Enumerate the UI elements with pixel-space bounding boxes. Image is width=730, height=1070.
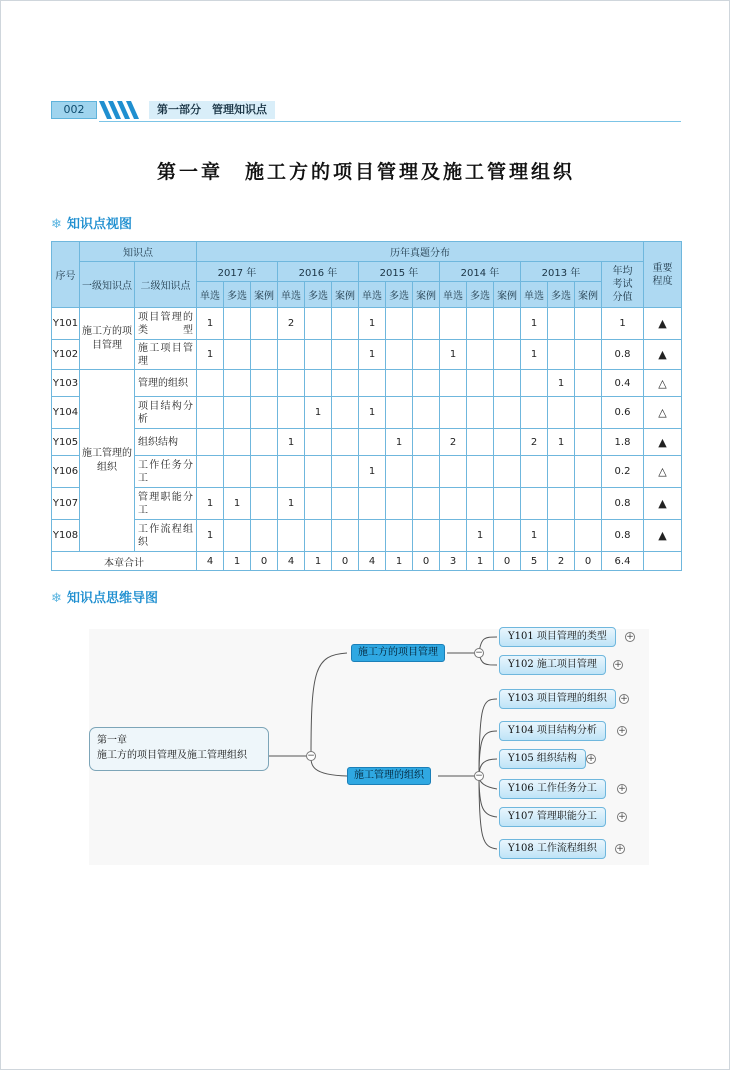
score-cell (305, 488, 332, 520)
score-cell: 2 (521, 429, 548, 456)
total-cell: 3 (440, 552, 467, 571)
expand-toggle-icon[interactable]: + (618, 812, 626, 822)
score-cell (413, 308, 440, 340)
score-cell (251, 370, 278, 397)
total-cell: 2 (548, 552, 575, 571)
score-cell (494, 520, 521, 552)
score-cell (305, 308, 332, 340)
expand-toggle-icon[interactable]: + (620, 694, 628, 704)
section-heading-mind-map: ❄ 知识点思维导图 (51, 591, 159, 606)
score-cell (467, 397, 494, 429)
score-cell (197, 456, 224, 488)
avg-cell: 0.4 (602, 370, 644, 397)
chapter-title: 第一章 施工方的项目管理及施工管理组织 (156, 161, 575, 183)
score-cell (575, 308, 602, 340)
importance-mark: ▲ (644, 308, 682, 340)
knowledge-table (51, 241, 682, 571)
score-cell (575, 370, 602, 397)
score-cell (467, 370, 494, 397)
header-knowledge: 知识点 (80, 242, 197, 262)
score-cell (386, 340, 413, 370)
header-question-type: 单选 (359, 282, 386, 308)
header-question-type: 单选 (521, 282, 548, 308)
score-cell (548, 308, 575, 340)
row-id: Y108 (52, 520, 80, 552)
score-cell: 1 (197, 488, 224, 520)
importance-mark: ▲ (644, 520, 682, 552)
table-row (52, 488, 682, 520)
score-cell (467, 488, 494, 520)
score-cell (224, 370, 251, 397)
avg-cell: 0.8 (602, 520, 644, 552)
score-cell: 2 (278, 308, 305, 340)
score-cell (386, 456, 413, 488)
table-row (52, 397, 682, 429)
header-importance: 重要 程度 (644, 242, 682, 308)
importance-mark: ▲ (644, 340, 682, 370)
mind-map-branch: 施工方的项目管理 (351, 644, 445, 662)
score-cell (413, 520, 440, 552)
total-cell: 1 (224, 552, 251, 571)
page-number: 002 (51, 101, 97, 119)
mind-map-root: 第一章 施工方的项目管理及施工管理组织 (89, 727, 269, 771)
level1-cell: 施工方的项目管理 (80, 308, 135, 370)
score-cell: 1 (278, 429, 305, 456)
total-cell: 5 (521, 552, 548, 571)
level2-cell: 管理的组织 (135, 370, 197, 397)
mind-map-leaf: Y103 项目管理的组织 (499, 689, 616, 709)
row-id: Y105 (52, 429, 80, 456)
score-cell: 2 (440, 429, 467, 456)
score-cell (332, 370, 359, 397)
score-cell: 1 (359, 456, 386, 488)
score-cell (278, 370, 305, 397)
score-cell (521, 488, 548, 520)
score-cell (224, 456, 251, 488)
score-cell (278, 397, 305, 429)
header-rule (99, 121, 681, 122)
total-cell: 4 (197, 552, 224, 571)
level2-cell: 工作任务分工 (135, 456, 197, 488)
score-cell (305, 340, 332, 370)
total-cell: 0 (494, 552, 521, 571)
score-cell (386, 488, 413, 520)
row-id: Y106 (52, 456, 80, 488)
score-cell (251, 340, 278, 370)
score-cell (575, 429, 602, 456)
score-cell (467, 308, 494, 340)
score-cell (224, 520, 251, 552)
header-question-type: 多选 (305, 282, 332, 308)
row-id: Y102 (52, 340, 80, 370)
score-cell (440, 308, 467, 340)
level2-cell: 管理职能分工 (135, 488, 197, 520)
score-cell: 1 (197, 340, 224, 370)
score-cell (305, 456, 332, 488)
row-id: Y103 (52, 370, 80, 397)
score-cell (575, 456, 602, 488)
mind-map-leaf: Y105 组织结构 (499, 749, 586, 769)
avg-cell: 0.8 (602, 488, 644, 520)
score-cell (224, 429, 251, 456)
header-year: 2016 年 (278, 262, 359, 282)
score-cell (494, 397, 521, 429)
score-cell: 1 (521, 308, 548, 340)
score-cell (575, 340, 602, 370)
score-cell (332, 429, 359, 456)
score-cell (467, 429, 494, 456)
level1-cell: 施工管理的组织 (80, 370, 135, 552)
score-cell (575, 488, 602, 520)
expand-toggle-icon[interactable]: + (618, 726, 626, 736)
score-cell (440, 397, 467, 429)
mind-map-leaf: Y101 项目管理的类型 (499, 627, 616, 647)
importance-mark: △ (644, 370, 682, 397)
score-cell (386, 308, 413, 340)
score-cell (548, 456, 575, 488)
score-cell (197, 370, 224, 397)
table-row (52, 520, 682, 552)
total-label: 本章合计 (52, 552, 197, 571)
header-history: 历年真题分布 (197, 242, 644, 262)
mind-map-leaf: Y102 施工项目管理 (499, 655, 606, 675)
avg-cell: 1 (602, 308, 644, 340)
score-cell (413, 488, 440, 520)
snowflake-icon: ❄ (51, 217, 62, 232)
score-cell (494, 308, 521, 340)
score-cell (251, 308, 278, 340)
total-cell: 0 (251, 552, 278, 571)
score-cell (224, 397, 251, 429)
score-cell (332, 308, 359, 340)
score-cell: 1 (548, 370, 575, 397)
header-stripes-decoration (99, 101, 149, 119)
score-cell (521, 456, 548, 488)
collapse-toggle-icon[interactable]: − (307, 751, 315, 761)
score-cell (521, 397, 548, 429)
score-cell (548, 340, 575, 370)
importance-mark: △ (644, 456, 682, 488)
header-question-type: 单选 (278, 282, 305, 308)
header-question-type: 多选 (467, 282, 494, 308)
score-cell (251, 488, 278, 520)
header-level2: 二级知识点 (135, 262, 197, 308)
score-cell (548, 520, 575, 552)
score-cell (251, 429, 278, 456)
score-cell: 1 (548, 429, 575, 456)
score-cell (197, 397, 224, 429)
part-title: 第一部分 管理知识点 (149, 101, 275, 119)
score-cell (494, 340, 521, 370)
total-cell: 1 (386, 552, 413, 571)
score-cell (413, 456, 440, 488)
score-cell: 1 (278, 488, 305, 520)
score-cell (413, 370, 440, 397)
score-cell (278, 520, 305, 552)
score-cell (332, 488, 359, 520)
collapse-toggle-icon[interactable]: − (475, 648, 483, 658)
avg-cell: 0.6 (602, 397, 644, 429)
score-cell (359, 429, 386, 456)
level2-cell: 工作流程组织 (135, 520, 197, 552)
score-cell (332, 456, 359, 488)
score-cell: 1 (224, 488, 251, 520)
level2-cell: 项目结构分析 (135, 397, 197, 429)
mind-map-leaf: Y106 工作任务分工 (499, 779, 606, 799)
score-cell (224, 340, 251, 370)
score-cell (548, 488, 575, 520)
header-year: 2013 年 (521, 262, 602, 282)
header-question-type: 多选 (224, 282, 251, 308)
score-cell (251, 397, 278, 429)
mind-map-branch: 施工管理的组织 (347, 767, 431, 785)
header-level1: 一级知识点 (80, 262, 135, 308)
score-cell (413, 397, 440, 429)
total-cell: 1 (467, 552, 494, 571)
expand-toggle-icon[interactable]: + (616, 844, 624, 854)
score-cell (575, 520, 602, 552)
score-cell (494, 429, 521, 456)
score-cell (278, 456, 305, 488)
importance-mark: ▲ (644, 488, 682, 520)
row-id: Y101 (52, 308, 80, 340)
mind-map (89, 629, 649, 865)
score-cell: 1 (197, 520, 224, 552)
score-cell (359, 488, 386, 520)
score-cell: 1 (359, 308, 386, 340)
table-row (52, 429, 682, 456)
header-question-type: 案例 (413, 282, 440, 308)
score-cell (575, 397, 602, 429)
total-avg: 6.4 (602, 552, 644, 571)
score-cell (386, 520, 413, 552)
header-seq: 序号 (52, 242, 80, 308)
total-cell: 1 (305, 552, 332, 571)
score-cell: 1 (467, 520, 494, 552)
importance-mark: △ (644, 397, 682, 429)
header-question-type: 多选 (548, 282, 575, 308)
header-question-type: 案例 (575, 282, 602, 308)
level2-cell: 组织结构 (135, 429, 197, 456)
header-year: 2017 年 (197, 262, 278, 282)
score-cell (413, 340, 440, 370)
level2-cell: 施工项目管理 (135, 340, 197, 370)
table-row (52, 308, 682, 340)
score-cell (359, 520, 386, 552)
mind-map-leaf: Y108 工作流程组织 (499, 839, 606, 859)
score-cell (359, 370, 386, 397)
importance-mark: ▲ (644, 429, 682, 456)
score-cell (413, 429, 440, 456)
header-question-type: 案例 (251, 282, 278, 308)
score-cell (521, 370, 548, 397)
total-cell: 0 (332, 552, 359, 571)
score-cell: 1 (359, 397, 386, 429)
expand-toggle-icon[interactable]: + (587, 754, 595, 764)
header-question-type: 案例 (494, 282, 521, 308)
table-row (52, 370, 682, 397)
score-cell (332, 397, 359, 429)
total-importance-empty (644, 552, 682, 571)
score-cell (440, 488, 467, 520)
table-row (52, 340, 682, 370)
total-cell: 4 (278, 552, 305, 571)
running-header (51, 101, 681, 119)
total-cell: 0 (575, 552, 602, 571)
collapse-toggle-icon[interactable]: − (475, 771, 483, 781)
score-cell (251, 520, 278, 552)
score-cell (467, 340, 494, 370)
header-avg: 年均 考试 分值 (602, 262, 644, 308)
score-cell (305, 520, 332, 552)
expand-toggle-icon[interactable]: + (618, 784, 626, 794)
score-cell (386, 397, 413, 429)
mind-map-leaf: Y107 管理职能分工 (499, 807, 606, 827)
header-question-type: 案例 (332, 282, 359, 308)
total-cell: 0 (413, 552, 440, 571)
avg-cell: 0.8 (602, 340, 644, 370)
total-row (52, 552, 682, 571)
score-cell: 1 (521, 340, 548, 370)
expand-toggle-icon[interactable]: + (614, 660, 622, 670)
score-cell: 1 (521, 520, 548, 552)
score-cell: 1 (197, 308, 224, 340)
section-heading-knowledge-view: ❄ 知识点视图 (51, 217, 133, 232)
score-cell (548, 397, 575, 429)
score-cell (467, 456, 494, 488)
header-year: 2014 年 (440, 262, 521, 282)
snowflake-icon: ❄ (51, 591, 62, 606)
header-question-type: 单选 (197, 282, 224, 308)
header-question-type: 多选 (386, 282, 413, 308)
score-cell: 1 (359, 340, 386, 370)
score-cell: 1 (305, 397, 332, 429)
row-id: Y104 (52, 397, 80, 429)
score-cell (386, 370, 413, 397)
score-cell (224, 308, 251, 340)
mind-map-leaf: Y104 项目结构分析 (499, 721, 606, 741)
total-cell: 4 (359, 552, 386, 571)
avg-cell: 0.2 (602, 456, 644, 488)
score-cell (197, 429, 224, 456)
header-year: 2015 年 (359, 262, 440, 282)
score-cell (305, 429, 332, 456)
score-cell: 1 (386, 429, 413, 456)
score-cell (494, 456, 521, 488)
score-cell (332, 340, 359, 370)
score-cell (305, 370, 332, 397)
score-cell (251, 456, 278, 488)
score-cell: 1 (440, 340, 467, 370)
header-question-type: 单选 (440, 282, 467, 308)
level2-cell: 项目管理的类型 (135, 308, 197, 340)
score-cell (440, 370, 467, 397)
table-row (52, 456, 682, 488)
score-cell (494, 370, 521, 397)
score-cell (494, 488, 521, 520)
score-cell (440, 520, 467, 552)
score-cell (440, 456, 467, 488)
score-cell (332, 520, 359, 552)
row-id: Y107 (52, 488, 80, 520)
score-cell (278, 340, 305, 370)
avg-cell: 1.8 (602, 429, 644, 456)
expand-toggle-icon[interactable]: + (626, 632, 634, 642)
